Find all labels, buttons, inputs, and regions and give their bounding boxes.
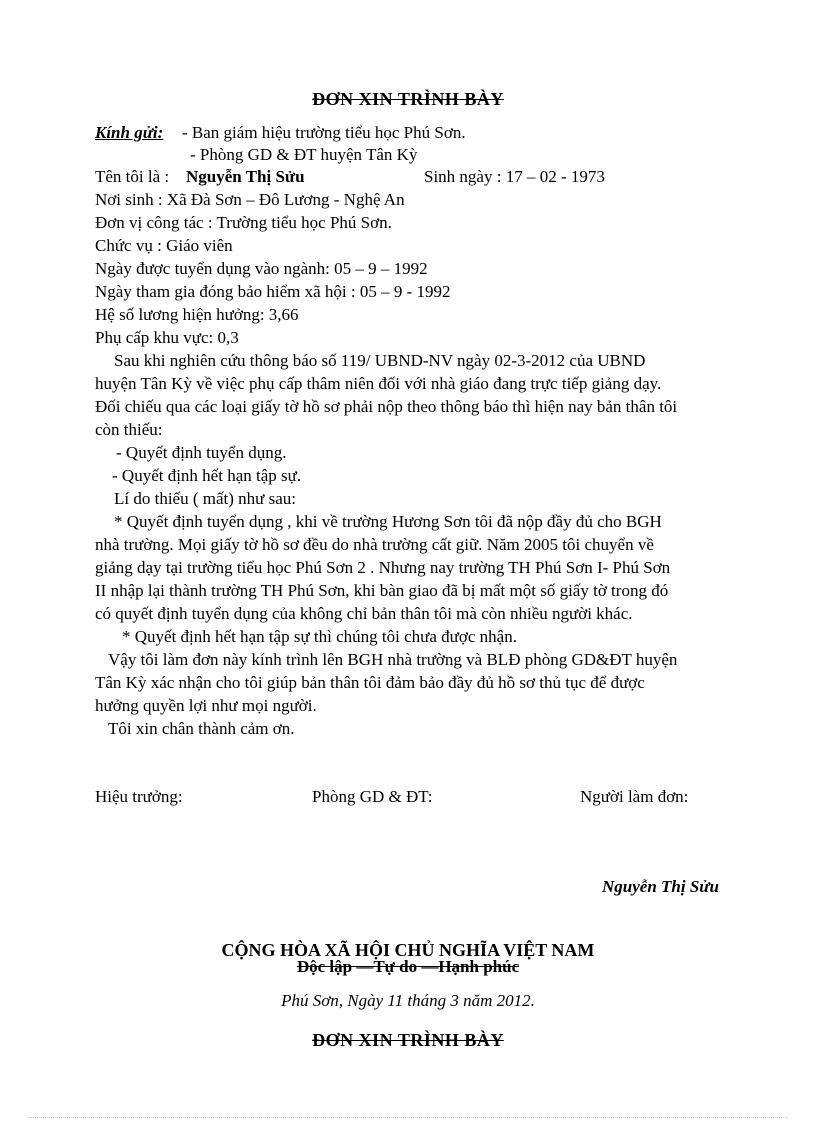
birthplace: Nơi sinh : Xã Đà Sơn – Đô Lương - Nghệ An (95, 190, 405, 209)
document-title-repeat: ĐƠN XIN TRÌNH BÀY (312, 1030, 504, 1050)
page-bottom-divider (28, 1117, 788, 1118)
kinh-gui-label: Kính gửi: (95, 123, 164, 142)
department-signature-label: Phòng GD & ĐT: (312, 787, 433, 806)
body-line: có quyết định tuyển dụng của không chỉ bản thân tôi mà còn nhiều người khác. (95, 604, 633, 623)
missing-item: - Quyết định hết hạn tập sự. (112, 466, 302, 485)
recipient-1: - Ban giám hiệu trường tiểu học Phú Sơn. (182, 123, 466, 142)
body-line: * Quyết định hết hạn tập sự thì chúng tôi chưa được nhận. (122, 627, 517, 646)
recruit-date: Ngày được tuyển dụng vào ngành: 05 – 9 – 1992 (95, 259, 428, 278)
body-line: giảng dạy tại trường tiểu học Phú Sơn 2 . Nhưng nay trường TH Phú Sơn I- Phú Sơn (95, 558, 671, 577)
name-label: Tên tôi là : (95, 167, 170, 186)
closing-line: Tôi xin chân thành cảm ơn. (108, 719, 295, 738)
recipient-2: - Phòng GD & ĐT huyện Tân Kỳ (190, 145, 418, 164)
body-line: II nhập lại thành trường TH Phú Sơn, khi bàn giao đã bị mất một số giấy tờ trong đó (95, 581, 669, 600)
body-line: hưởng quyền lợi như mọi người. (95, 696, 317, 715)
body-line: nhà trường. Mọi giấy tờ hồ sơ đều do nhà trường cất giữ. Năm 2005 tôi chuyển về (95, 535, 654, 554)
principal-signature-label: Hiệu trưởng: (95, 787, 183, 806)
body-line: Tân Kỳ xác nhận cho tôi giúp bản thân tôi đảm bảo đầy đủ hồ sơ thủ tục để được (95, 673, 645, 692)
workplace: Đơn vị công tác : Trường tiểu học Phú Sơn. (95, 213, 392, 232)
applicant-name: Nguyễn Thị Sửu (602, 877, 719, 896)
body-line: Lí do thiếu ( mất) như sau: (114, 489, 297, 508)
republic-heading: CỘNG HÒA XÃ HỘI CHỦ NGHĨA VIỆT NAM (221, 940, 595, 960)
missing-item: - Quyết định tuyển dụng. (116, 443, 287, 462)
regional-allowance: Phụ cấp khu vực: 0,3 (95, 328, 239, 347)
document-title: ĐƠN XIN TRÌNH BÀY (312, 89, 504, 109)
insurance-date: Ngày tham gia đóng bảo hiểm xã hội : 05 – 9 - 1992 (95, 282, 451, 301)
body-line: còn thiếu: (95, 420, 163, 439)
date-of-birth: Sinh ngày : 17 – 02 - 1973 (424, 167, 605, 186)
body-line: huyện Tân Kỳ về việc phụ cấp thâm niên đối với nhà giáo đang trực tiếp giảng dạy. (95, 374, 662, 393)
body-line: Đối chiếu qua các loại giấy tờ hồ sơ phải nộp theo thông báo thì hiện nay bản thân tôi (95, 397, 678, 416)
motto: Độc lập —Tự do —Hạnh phúc (296, 957, 520, 976)
body-line: Sau khi nghiên cứu thông báo số 119/ UBND-NV ngày 02-3-2012 của UBND (114, 351, 646, 370)
salary-coefficient: Hệ số lương hiện hưởng: 3,66 (95, 305, 299, 324)
position: Chức vụ : Giáo viên (95, 236, 233, 255)
body-line: Vậy tôi làm đơn này kính trình lên BGH nhà trường và BLĐ phòng GD&ĐT huyện (108, 650, 678, 669)
name-value: Nguyễn Thị Sửu (186, 167, 305, 186)
applicant-signature-label: Người làm đơn: (580, 787, 689, 806)
body-line: * Quyết định tuyển dụng , khi về trường Hương Sơn tôi đã nộp đầy đủ cho BGH (114, 512, 662, 531)
place-date: Phú Sơn, Ngày 11 tháng 3 năm 2012. (281, 991, 535, 1010)
